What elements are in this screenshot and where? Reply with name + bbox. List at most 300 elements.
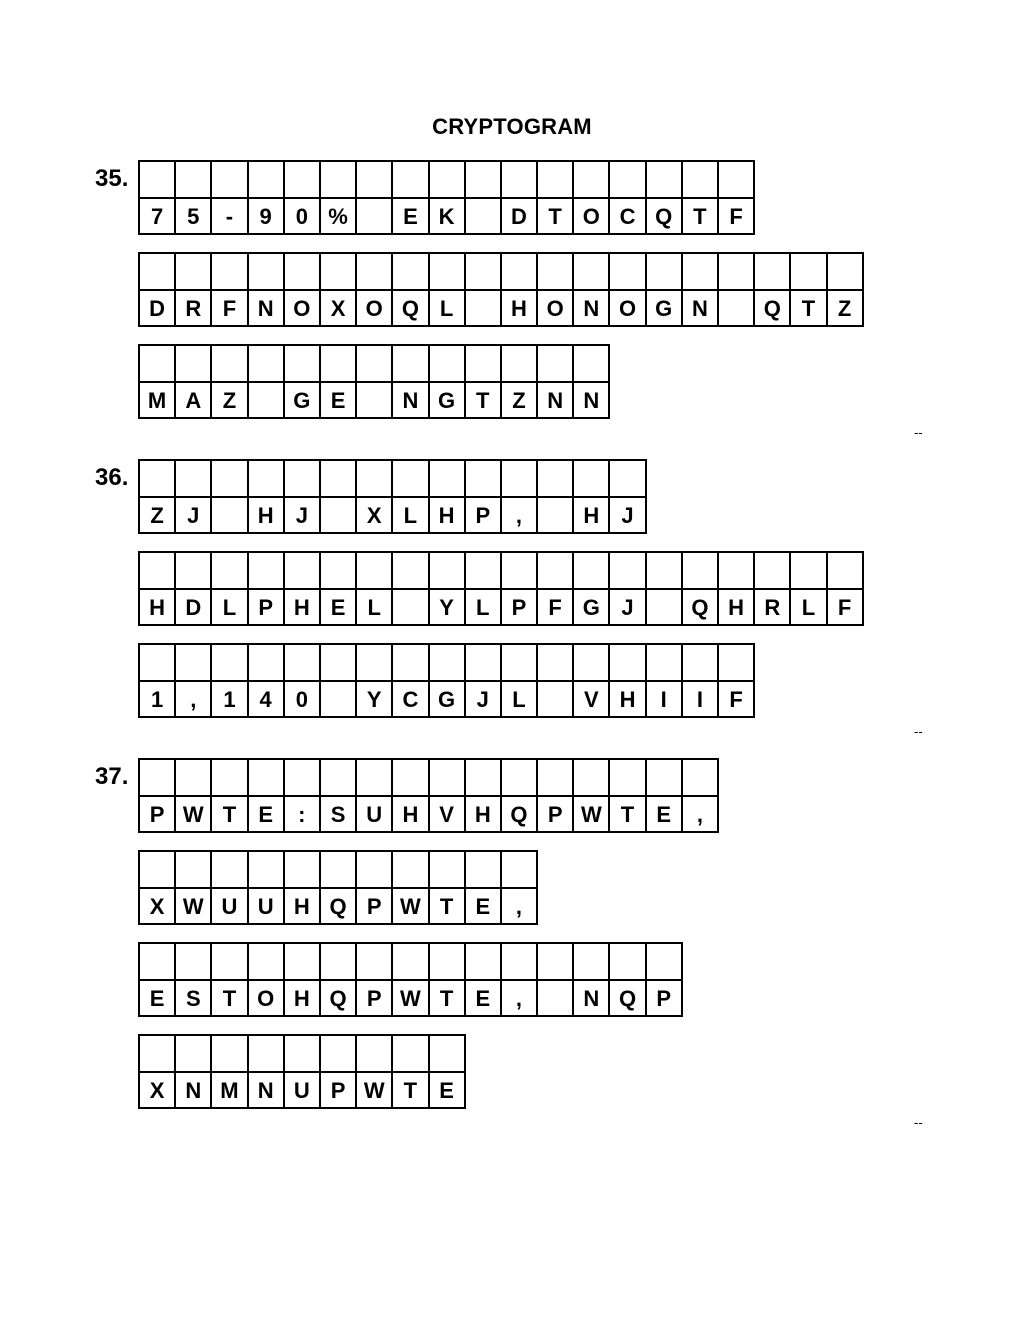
answer-cell[interactable]	[428, 459, 466, 534]
cipher-letter: P	[366, 893, 382, 919]
cipher-letter: O	[365, 295, 383, 321]
answer-cell[interactable]	[572, 551, 610, 626]
answer-cell[interactable]	[428, 551, 466, 626]
answer-cell[interactable]	[572, 643, 610, 718]
answer-cell[interactable]	[500, 850, 538, 925]
answer-cell[interactable]	[210, 344, 248, 419]
answer-cell[interactable]	[355, 643, 393, 718]
answer-cell[interactable]	[174, 942, 212, 1017]
cipher-letter: J	[621, 502, 634, 528]
cipher-letter: I	[660, 686, 667, 712]
cipher-letter: N	[257, 1077, 274, 1103]
cipher-letter	[249, 384, 283, 417]
cipher-letter: W	[400, 985, 421, 1011]
answer-cell[interactable]	[138, 160, 176, 235]
cipher-letter: Q	[691, 594, 709, 620]
answer-cell[interactable]	[355, 942, 393, 1017]
answer-cell[interactable]	[174, 758, 212, 833]
cipher-letter: P	[330, 1077, 346, 1103]
answer-cell[interactable]	[391, 160, 429, 235]
cipher-letter: A	[185, 387, 202, 413]
cipher-letter: N	[583, 295, 600, 321]
answer-cell[interactable]	[789, 252, 827, 327]
cipher-letter: E	[439, 1077, 454, 1103]
cipher-letter: Z	[150, 502, 164, 528]
answer-cell[interactable]	[138, 758, 176, 833]
cipher-letter: H	[149, 594, 166, 620]
cipher-letter: ,	[190, 686, 197, 712]
cipher-letter	[393, 591, 427, 624]
answer-cell[interactable]	[391, 643, 429, 718]
answer-cell[interactable]	[500, 551, 538, 626]
answer-cell-blank[interactable]	[355, 344, 393, 419]
answer-cell[interactable]	[645, 160, 683, 235]
cipher-letter: H	[728, 594, 745, 620]
cipher-letter	[538, 683, 572, 716]
answer-cell[interactable]	[210, 758, 248, 833]
answer-cell[interactable]	[645, 643, 683, 718]
cipher-letter: Q	[401, 295, 419, 321]
cipher-letter: E	[330, 594, 346, 620]
cipher-letter: Y	[439, 594, 454, 620]
answer-mark: --	[914, 724, 923, 739]
cipher-letter: 5	[187, 203, 200, 229]
answer-cell[interactable]	[138, 344, 176, 419]
answer-cell[interactable]	[826, 252, 864, 327]
cipher-letter: H	[438, 502, 455, 528]
cipher-letter: :	[298, 801, 306, 827]
answer-cell[interactable]	[355, 252, 393, 327]
cipher-letter: L	[222, 594, 237, 620]
answer-cell[interactable]	[138, 459, 176, 534]
cipher-letter: Z	[837, 295, 852, 321]
cipher-letter: 0	[295, 686, 308, 712]
answer-cell[interactable]	[536, 160, 574, 235]
puzzle-line	[138, 551, 864, 626]
cipher-letter: Y	[366, 686, 382, 712]
puzzle-line	[138, 344, 610, 419]
cipher-letter: H	[402, 801, 419, 827]
cipher-letter: T	[403, 1077, 418, 1103]
cipher-letter: E	[330, 387, 346, 413]
cipher-letter: Q	[510, 801, 528, 827]
puzzle-line	[138, 850, 538, 925]
answer-cell[interactable]	[355, 459, 393, 534]
cipher-letter: C	[619, 203, 636, 229]
answer-cell[interactable]	[355, 1034, 393, 1109]
cipher-letter: H	[619, 686, 636, 712]
answer-cell[interactable]	[717, 551, 755, 626]
cipher-letter: J	[295, 502, 308, 528]
answer-cell[interactable]	[464, 942, 502, 1017]
answer-cell[interactable]	[645, 252, 683, 327]
cipher-letter: H	[257, 502, 274, 528]
answer-cell[interactable]	[645, 942, 683, 1017]
cipher-letter: T	[439, 893, 454, 919]
answer-cell[interactable]	[428, 252, 466, 327]
cipher-letter: N	[691, 295, 708, 321]
answer-cell[interactable]	[645, 758, 683, 833]
answer-cell[interactable]	[138, 942, 176, 1017]
cipher-letter: W	[580, 801, 602, 827]
cipher-letter: G	[582, 594, 600, 620]
cipher-letter: C	[402, 686, 419, 712]
cipher-letter: Z	[222, 387, 237, 413]
answer-cell[interactable]	[283, 459, 321, 534]
puzzle-line	[138, 942, 683, 1017]
answer-cell[interactable]	[608, 160, 646, 235]
cipher-letter: 7	[150, 203, 164, 229]
answer-cell[interactable]	[210, 252, 248, 327]
answer-cell[interactable]	[753, 252, 791, 327]
answer-cell[interactable]	[789, 551, 827, 626]
cipher-letter: X	[366, 502, 382, 528]
cipher-letter: E	[149, 985, 165, 1011]
cipher-letter: P	[475, 502, 491, 528]
answer-cell[interactable]	[428, 850, 466, 925]
cipher-letter	[719, 292, 753, 325]
answer-cell[interactable]	[210, 643, 248, 718]
cipher-letter: %	[328, 203, 348, 229]
answer-cell-blank[interactable]	[355, 160, 393, 235]
answer-cell[interactable]	[428, 344, 466, 419]
answer-cell[interactable]	[283, 643, 321, 718]
cipher-letter: U	[366, 801, 383, 827]
answer-cell[interactable]	[138, 252, 176, 327]
cipher-letter: S	[185, 985, 201, 1011]
answer-cell[interactable]	[572, 252, 610, 327]
answer-cell[interactable]	[428, 758, 466, 833]
answer-cell[interactable]	[391, 850, 429, 925]
cipher-letter: O	[293, 295, 311, 321]
cipher-letter: ,	[515, 893, 523, 919]
cipher-letter: O	[257, 985, 275, 1011]
answer-cell[interactable]	[210, 160, 248, 235]
answer-cell[interactable]	[247, 942, 285, 1017]
answer-cell[interactable]	[247, 850, 285, 925]
cipher-letter: V	[584, 686, 599, 712]
answer-cell[interactable]	[138, 643, 176, 718]
cipher-letter: W	[363, 1077, 385, 1103]
puzzle-line	[138, 643, 755, 718]
cipher-letter: T	[222, 801, 237, 827]
cipher-letter: J	[187, 502, 200, 528]
cipher-letter: Q	[618, 985, 637, 1011]
cipher-letter: Q	[763, 295, 781, 321]
answer-cell[interactable]	[464, 850, 502, 925]
answer-cell-blank[interactable]	[391, 551, 429, 626]
cipher-letter: L	[476, 594, 490, 620]
answer-cell[interactable]	[283, 551, 321, 626]
cipher-letter	[212, 499, 246, 532]
answer-cell[interactable]	[572, 942, 610, 1017]
answer-cell[interactable]	[464, 758, 502, 833]
answer-cell-blank[interactable]	[536, 942, 574, 1017]
cipher-letter: K	[438, 203, 455, 229]
cipher-letter: 0	[295, 203, 308, 229]
cipher-letter: L	[367, 594, 381, 620]
answer-cell[interactable]	[826, 551, 864, 626]
answer-cell[interactable]	[608, 252, 646, 327]
answer-cell[interactable]	[500, 643, 538, 718]
cipher-letter: 4	[259, 686, 272, 712]
answer-cell[interactable]	[319, 850, 357, 925]
answer-cell[interactable]	[247, 758, 285, 833]
answer-cell[interactable]	[681, 252, 719, 327]
answer-cell[interactable]	[247, 1034, 285, 1109]
answer-cell[interactable]	[753, 551, 791, 626]
cipher-letter: X	[330, 295, 346, 321]
cipher-letter: I	[696, 686, 703, 712]
answer-cell[interactable]	[536, 252, 574, 327]
answer-cell[interactable]	[210, 850, 248, 925]
answer-cell[interactable]	[681, 160, 719, 235]
cipher-letter: L	[403, 502, 418, 528]
cipher-letter: E	[475, 893, 491, 919]
cipher-letter	[538, 982, 572, 1015]
cipher-letter	[466, 200, 500, 233]
answer-cell-blank[interactable]	[717, 252, 755, 327]
cipher-letter: P	[547, 801, 563, 827]
cipher-letter: Q	[655, 203, 673, 229]
answer-cell[interactable]	[355, 551, 393, 626]
cipher-letter: T	[476, 387, 490, 413]
cipher-letter: H	[293, 893, 310, 919]
cipher-letter: D	[149, 295, 166, 321]
answer-cell-blank[interactable]	[645, 551, 683, 626]
answer-cell[interactable]	[210, 551, 248, 626]
answer-cell[interactable]	[608, 459, 646, 534]
cipher-letter: W	[400, 893, 421, 919]
answer-cell[interactable]	[319, 252, 357, 327]
answer-cell[interactable]	[174, 643, 212, 718]
cipher-letter: R	[185, 295, 202, 321]
cipher-letter: G	[655, 295, 673, 321]
answer-cell[interactable]	[391, 344, 429, 419]
puzzle-number: 37.	[95, 763, 129, 790]
answer-cell-blank[interactable]	[536, 643, 574, 718]
cipher-letter: W	[182, 893, 204, 919]
cipher-letter: E	[403, 203, 418, 229]
answer-cell[interactable]	[500, 459, 538, 534]
answer-cell[interactable]	[283, 942, 321, 1017]
cipher-letter: T	[801, 295, 816, 321]
puzzle-number: 36.	[95, 464, 129, 491]
cipher-letter	[466, 292, 500, 325]
puzzle-line	[138, 459, 647, 534]
answer-cell[interactable]	[428, 643, 466, 718]
answer-cell[interactable]	[572, 459, 610, 534]
cipher-letter: E	[258, 801, 273, 827]
answer-cell[interactable]	[138, 551, 176, 626]
answer-cell[interactable]	[283, 344, 321, 419]
answer-cell[interactable]	[355, 850, 393, 925]
answer-mark: --	[914, 425, 923, 440]
answer-cell[interactable]	[283, 160, 321, 235]
cipher-letter: W	[182, 801, 204, 827]
answer-cell[interactable]	[717, 643, 755, 718]
cipher-letter: J	[476, 686, 489, 712]
cipher-letter: F	[729, 686, 743, 712]
puzzle-line	[138, 1034, 466, 1109]
cipher-letter: G	[438, 686, 456, 712]
answer-cell[interactable]	[572, 758, 610, 833]
answer-cell[interactable]	[174, 850, 212, 925]
answer-cell[interactable]	[608, 942, 646, 1017]
answer-cell[interactable]	[391, 758, 429, 833]
answer-cell[interactable]	[210, 1034, 248, 1109]
cipher-letter: ,	[515, 502, 523, 528]
answer-cell-blank[interactable]	[464, 252, 502, 327]
answer-cell[interactable]	[500, 252, 538, 327]
answer-cell[interactable]	[536, 344, 574, 419]
cipher-letter: P	[149, 801, 165, 827]
answer-cell[interactable]	[608, 758, 646, 833]
cipher-letter: 1	[150, 686, 164, 712]
answer-cell[interactable]	[319, 758, 357, 833]
cipher-letter: N	[547, 387, 564, 413]
cipher-letter	[357, 384, 391, 417]
answer-cell[interactable]	[464, 643, 502, 718]
answer-cell[interactable]	[319, 344, 357, 419]
answer-cell[interactable]	[500, 344, 538, 419]
cipher-letter: J	[621, 594, 634, 620]
answer-cell[interactable]	[428, 942, 466, 1017]
cipher-letter: E	[475, 985, 491, 1011]
cipher-letter: N	[583, 985, 600, 1011]
answer-cell[interactable]	[174, 459, 212, 534]
answer-cell[interactable]	[391, 1034, 429, 1109]
answer-cell[interactable]	[283, 1034, 321, 1109]
answer-cell[interactable]	[428, 160, 466, 235]
answer-cell[interactable]	[536, 758, 574, 833]
answer-cell[interactable]	[174, 1034, 212, 1109]
cipher-letter: M	[147, 387, 167, 413]
answer-cell[interactable]	[319, 160, 357, 235]
cipher-letter: F	[548, 594, 562, 620]
cipher-letter: Q	[329, 893, 347, 919]
answer-cell[interactable]	[283, 252, 321, 327]
cipher-letter: G	[438, 387, 456, 413]
cipher-letter: T	[693, 203, 707, 229]
cipher-letter: H	[511, 295, 527, 321]
answer-cell[interactable]	[391, 942, 429, 1017]
answer-cell[interactable]	[247, 160, 285, 235]
answer-cell[interactable]	[283, 850, 321, 925]
cipher-letter	[538, 499, 572, 532]
cipher-letter: P	[366, 985, 382, 1011]
cipher-letter: S	[330, 801, 346, 827]
puzzle-line	[138, 758, 719, 833]
cipher-letter: X	[149, 893, 165, 919]
answer-cell[interactable]	[319, 1034, 357, 1109]
answer-cell[interactable]	[247, 459, 285, 534]
answer-cell[interactable]	[138, 850, 176, 925]
answer-cell[interactable]	[681, 643, 719, 718]
cipher-letter: Z	[512, 387, 526, 413]
answer-cell[interactable]	[572, 344, 610, 419]
cipher-letter: T	[548, 203, 562, 229]
answer-cell[interactable]	[247, 643, 285, 718]
cipher-letter: O	[582, 203, 600, 229]
cipher-letter: F	[222, 295, 237, 321]
answer-cell-blank[interactable]	[536, 459, 574, 534]
answer-cell[interactable]	[355, 758, 393, 833]
answer-cell[interactable]	[138, 1034, 176, 1109]
answer-cell[interactable]	[319, 942, 357, 1017]
answer-cell-blank[interactable]	[210, 459, 248, 534]
answer-cell-blank[interactable]	[464, 160, 502, 235]
answer-cell[interactable]	[174, 344, 212, 419]
cipher-letter: P	[656, 985, 672, 1011]
cipher-letter: ,	[696, 801, 703, 827]
cipher-letter: F	[837, 594, 852, 620]
answer-cell[interactable]	[319, 551, 357, 626]
cipher-letter: H	[474, 801, 491, 827]
cipher-letter: E	[656, 801, 672, 827]
cipher-letter: V	[439, 801, 454, 827]
cipher-letter	[321, 683, 355, 716]
cipher-letter: 9	[259, 203, 272, 229]
cipher-letter: P	[511, 594, 527, 620]
cipher-letter: H	[583, 502, 600, 528]
answer-cell[interactable]	[608, 551, 646, 626]
cipher-letter: T	[620, 801, 635, 827]
puzzle-line	[138, 252, 864, 327]
answer-cell[interactable]	[572, 160, 610, 235]
cipher-letter: U	[257, 893, 274, 919]
cipher-letter: H	[293, 594, 310, 620]
answer-cell[interactable]	[283, 758, 321, 833]
answer-cell[interactable]	[391, 459, 429, 534]
cipher-letter	[647, 591, 681, 624]
cipher-letter: D	[185, 594, 202, 620]
answer-cell[interactable]	[500, 758, 538, 833]
answer-cell[interactable]	[174, 160, 212, 235]
answer-cell-blank[interactable]	[319, 459, 357, 534]
answer-cell[interactable]	[681, 551, 719, 626]
answer-cell[interactable]	[247, 252, 285, 327]
answer-cell-blank[interactable]	[247, 344, 285, 419]
answer-cell[interactable]	[174, 551, 212, 626]
answer-cell[interactable]	[428, 1034, 466, 1109]
answer-cell[interactable]	[210, 942, 248, 1017]
answer-cell[interactable]	[174, 252, 212, 327]
answer-cell[interactable]	[247, 551, 285, 626]
puzzle-line	[138, 160, 755, 235]
answer-cell[interactable]	[464, 551, 502, 626]
cipher-letter: N	[402, 387, 419, 413]
cipher-letter: P	[258, 594, 273, 620]
answer-cell[interactable]	[681, 758, 719, 833]
answer-cell[interactable]	[464, 459, 502, 534]
cipher-letter	[321, 499, 355, 532]
answer-cell-blank[interactable]	[319, 643, 357, 718]
cipher-letter: H	[293, 985, 310, 1011]
answer-cell[interactable]	[391, 252, 429, 327]
cipher-letter: L	[512, 686, 526, 712]
answer-cell[interactable]	[500, 942, 538, 1017]
answer-cell[interactable]	[717, 160, 755, 235]
cipher-letter: ,	[515, 985, 523, 1011]
answer-cell[interactable]	[500, 160, 538, 235]
cipher-letter: R	[764, 594, 781, 620]
answer-cell[interactable]	[608, 643, 646, 718]
answer-cell[interactable]	[464, 344, 502, 419]
cipher-letter: Q	[329, 985, 347, 1011]
cipher-letter: L	[439, 295, 454, 321]
answer-cell[interactable]	[536, 551, 574, 626]
